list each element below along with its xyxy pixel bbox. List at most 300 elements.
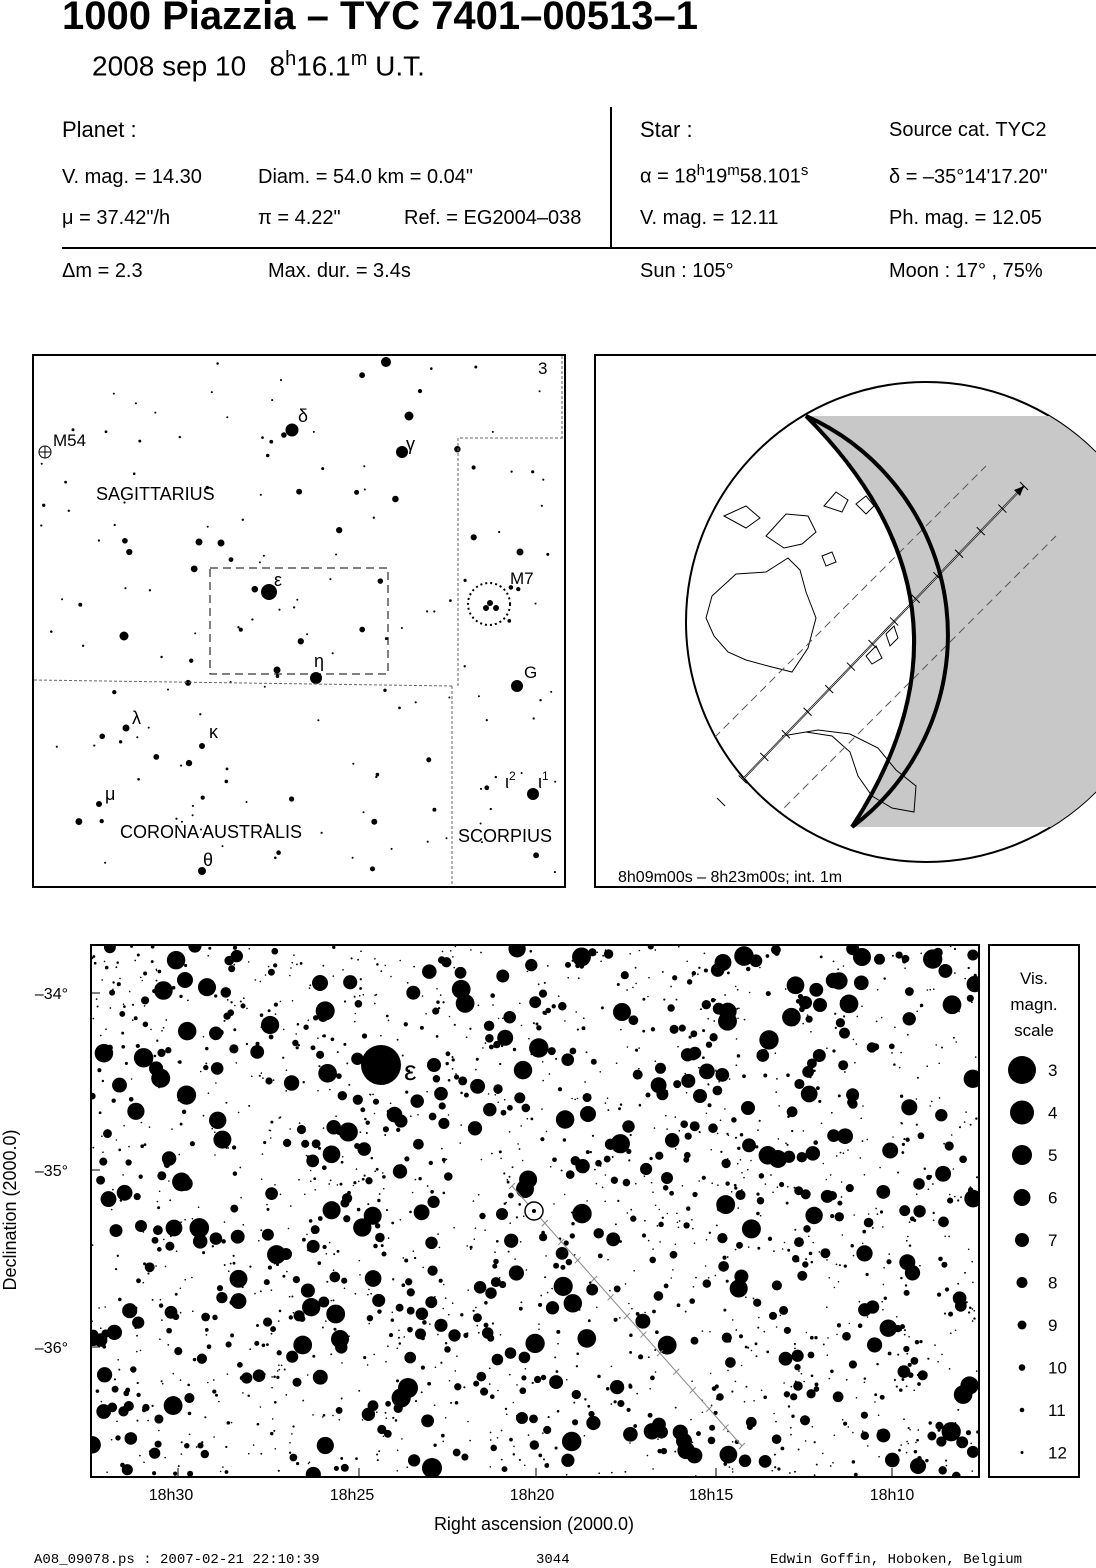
sky-star (135, 402, 137, 404)
field-star (190, 1141, 195, 1146)
bright-field-star (331, 1330, 349, 1348)
field-star (208, 947, 211, 950)
footer-number: 3044 (536, 1552, 570, 1568)
field-star (802, 1066, 814, 1078)
bright-field-star (741, 1101, 755, 1115)
field-star (604, 1200, 606, 1202)
sky-star (260, 494, 262, 496)
field-star (906, 1385, 908, 1387)
field-star (440, 994, 442, 996)
field-star (759, 967, 761, 969)
field-star (530, 950, 533, 953)
field-star (652, 1191, 654, 1193)
field-star (374, 1113, 376, 1115)
field-star (257, 1423, 260, 1426)
field-star (638, 1068, 640, 1070)
field-star (849, 1360, 857, 1368)
field-star (473, 1381, 479, 1387)
field-star (333, 1328, 336, 1331)
field-star (734, 1186, 737, 1189)
field-star (434, 1296, 436, 1298)
field-star (366, 1132, 368, 1134)
detail-area-box (210, 568, 388, 674)
sky-star (541, 505, 543, 507)
field-star (266, 1343, 269, 1346)
field-star (826, 1259, 828, 1261)
sky-star (480, 822, 482, 824)
field-star (297, 1125, 306, 1134)
field-star (552, 1157, 557, 1162)
field-star (331, 1037, 335, 1041)
field-star (546, 1301, 559, 1314)
field-star (322, 1327, 324, 1329)
field-star (760, 1199, 762, 1201)
field-star (439, 1102, 446, 1109)
field-star (681, 1074, 695, 1088)
ra-h-unit: h (696, 162, 705, 179)
field-star (842, 1234, 844, 1236)
info-divider-horizontal (62, 247, 1096, 249)
field-star (144, 1005, 146, 1007)
field-star (877, 989, 879, 991)
field-star (520, 1241, 522, 1243)
field-star (497, 1102, 499, 1104)
field-star (289, 1315, 293, 1319)
field-star (734, 1184, 737, 1187)
field-star (612, 1156, 614, 1158)
field-star (737, 1163, 739, 1165)
field-star (188, 946, 201, 953)
boundary-line (458, 438, 564, 686)
field-star (475, 1227, 477, 1229)
field-star (289, 1442, 291, 1444)
field-star (269, 1035, 274, 1040)
field-star (230, 1001, 232, 1003)
field-star (892, 1136, 894, 1138)
field-star (161, 1380, 163, 1382)
field-star (196, 1446, 198, 1448)
field-star (833, 1391, 844, 1402)
field-star (112, 1078, 127, 1093)
field-star (715, 1070, 717, 1072)
field-star (407, 982, 409, 984)
field-star (861, 1412, 868, 1419)
field-star (474, 1281, 487, 1294)
field-star (918, 1132, 925, 1139)
field-star (404, 1259, 408, 1263)
field-star (277, 1350, 282, 1355)
label-lambda: λ (132, 708, 141, 728)
field-star (877, 1430, 880, 1433)
field-star (155, 1265, 157, 1267)
field-star (716, 1195, 735, 1214)
field-star (165, 1047, 171, 1053)
field-star (332, 946, 335, 949)
field-star (178, 1022, 196, 1040)
field-star (290, 1454, 298, 1462)
field-star (830, 1370, 834, 1374)
field-star (375, 1301, 377, 1303)
field-star (484, 1021, 494, 1031)
field-star (621, 971, 629, 979)
field-star (709, 1425, 715, 1431)
field-star (731, 1117, 737, 1123)
field-star (504, 1099, 506, 1101)
field-star (968, 967, 970, 969)
field-star (169, 1199, 171, 1201)
field-star (793, 1381, 803, 1391)
field-star (170, 1235, 172, 1237)
field-star (790, 1427, 792, 1429)
field-star (706, 1042, 712, 1048)
field-star (501, 1045, 503, 1047)
field-star (430, 1190, 434, 1194)
field-star (362, 1178, 365, 1181)
delta-mag: Δm = 2.3 (62, 260, 143, 282)
field-star (821, 1122, 823, 1124)
field-star (679, 1220, 681, 1222)
field-star (797, 1271, 807, 1281)
sky-star (64, 481, 67, 484)
field-star (737, 1207, 739, 1209)
field-star (376, 1168, 379, 1171)
field-star (545, 1008, 551, 1014)
sky-star (201, 795, 205, 799)
field-star (949, 1194, 951, 1196)
field-star (759, 1120, 761, 1122)
field-star (427, 1265, 437, 1275)
sky-star (41, 463, 43, 465)
field-star (442, 1308, 444, 1310)
field-star (556, 1330, 560, 1334)
field-star (218, 1401, 220, 1403)
field-star (547, 1292, 549, 1294)
field-star (877, 1213, 879, 1215)
field-star (867, 1337, 882, 1352)
field-star (894, 1379, 896, 1381)
field-star (610, 1380, 624, 1394)
field-star (745, 1346, 748, 1349)
field-star (685, 1133, 692, 1140)
field-star (538, 1328, 540, 1330)
field-star (713, 1003, 725, 1015)
field-star (311, 1225, 320, 1234)
field-star (636, 1393, 638, 1395)
field-star (787, 976, 805, 994)
field-star (814, 1441, 816, 1443)
field-star (213, 1379, 215, 1381)
field-star (760, 1215, 762, 1217)
field-star (214, 1154, 216, 1156)
field-star (538, 983, 540, 985)
field-star (106, 1471, 108, 1473)
field-star (397, 1470, 399, 1472)
field-star (455, 1073, 457, 1075)
field-star (371, 1413, 373, 1415)
field-star (668, 1140, 675, 1147)
sky-star (329, 578, 331, 580)
sky-star (554, 781, 556, 783)
field-star (900, 1324, 905, 1329)
field-star (658, 1222, 664, 1228)
field-star (735, 1137, 737, 1139)
field-star (539, 990, 547, 998)
legend-magnitude: 12 (1048, 1443, 1067, 1463)
field-star (422, 1320, 427, 1325)
field-star (392, 1278, 394, 1280)
m54-symbol (39, 446, 51, 458)
field-star (368, 1400, 379, 1411)
sky-star (180, 765, 182, 767)
field-star (274, 1401, 277, 1404)
field-star (333, 1269, 335, 1271)
field-star (335, 1115, 337, 1117)
field-star (803, 1225, 810, 1232)
field-star (808, 1236, 810, 1238)
field-star (375, 1208, 377, 1210)
field-star (927, 1358, 929, 1360)
field-star (284, 1075, 299, 1090)
event-hour: 8 (269, 50, 286, 82)
field-star (449, 1380, 451, 1382)
field-star (520, 1125, 522, 1127)
field-star (856, 1397, 858, 1399)
field-star (398, 1109, 400, 1111)
field-star (268, 969, 275, 976)
field-star (466, 1245, 468, 1247)
field-star (657, 1225, 659, 1227)
field-star (826, 1047, 828, 1049)
field-star (779, 1182, 784, 1187)
field-star (260, 1406, 262, 1408)
field-star (846, 1379, 848, 1381)
field-star (441, 1434, 445, 1438)
field-star (836, 1334, 838, 1336)
field-star (337, 1250, 340, 1253)
field-star (601, 1006, 604, 1009)
field-star (882, 1226, 884, 1228)
field-star (625, 1283, 627, 1285)
field-star (264, 1279, 270, 1285)
field-star (225, 1446, 227, 1448)
field-star (687, 1448, 703, 1464)
field-star (160, 1299, 162, 1301)
field-star (317, 1037, 319, 1039)
ytick-label: –36° (34, 1340, 68, 1357)
field-star (167, 951, 185, 969)
field-star (757, 1327, 759, 1329)
legend-items (1008, 1056, 1067, 1463)
field-star (526, 1269, 528, 1271)
field-star (663, 999, 665, 1001)
field-star (878, 1456, 880, 1458)
field-star (592, 1135, 594, 1137)
field-star (697, 973, 699, 975)
field-star (177, 1085, 196, 1104)
sky-star (354, 490, 359, 495)
field-star (168, 1180, 170, 1182)
legend-magnitude: 7 (1048, 1231, 1058, 1250)
field-star (413, 1139, 424, 1150)
field-star (161, 1319, 163, 1321)
field-star (586, 1150, 590, 1154)
field-star (789, 1153, 791, 1155)
sky-star (426, 757, 431, 762)
field-star (915, 1442, 917, 1444)
field-star (903, 1418, 905, 1420)
sky-star (391, 848, 393, 850)
field-star (130, 946, 133, 948)
field-star (434, 1087, 448, 1101)
field-star (879, 1167, 881, 1169)
field-star (683, 1157, 689, 1163)
field-star (478, 1332, 480, 1334)
field-star (395, 1419, 398, 1422)
field-star (250, 1045, 264, 1059)
field-star (742, 1138, 756, 1152)
field-star (268, 1266, 272, 1270)
field-star (509, 1374, 511, 1376)
legend-symbol (1014, 1189, 1031, 1206)
field-star (389, 1333, 393, 1337)
legend-magnitude: 6 (1048, 1188, 1058, 1208)
sky-star (264, 686, 266, 688)
field-star (163, 1027, 165, 1029)
field-star (853, 1214, 855, 1216)
field-star (205, 1328, 209, 1332)
field-star (655, 1063, 666, 1074)
field-star (848, 1426, 850, 1428)
field-star (645, 1092, 650, 1097)
field-star (367, 1364, 369, 1366)
field-star (651, 1182, 653, 1184)
field-star (459, 1142, 461, 1144)
field-star (972, 1308, 974, 1310)
field-star (724, 1108, 726, 1110)
field-star (732, 1468, 734, 1470)
field-star (541, 1231, 545, 1235)
field-star (240, 1000, 242, 1002)
field-star (542, 1061, 544, 1063)
field-star (644, 1423, 660, 1439)
legend-symbol (1008, 1056, 1036, 1084)
field-star (699, 1064, 715, 1080)
sky-star (82, 645, 84, 647)
field-star (260, 1453, 262, 1455)
sky-star (175, 818, 177, 820)
field-star (883, 1284, 885, 1286)
field-star (491, 1277, 501, 1287)
field-star (906, 1353, 908, 1355)
field-star (217, 1285, 223, 1291)
field-star (964, 1070, 978, 1088)
field-star (797, 1152, 807, 1162)
field-star (306, 1155, 308, 1157)
field-star (572, 947, 591, 966)
field-star (839, 1264, 841, 1266)
field-star (843, 1015, 845, 1017)
field-star (265, 974, 267, 976)
field-star (313, 1177, 316, 1180)
field-star (489, 1367, 491, 1369)
field-star (467, 1421, 469, 1423)
field-star (356, 1168, 358, 1170)
field-star (455, 1401, 459, 1405)
field-star (413, 1250, 415, 1252)
field-star (309, 987, 311, 989)
field-star (768, 1237, 772, 1241)
field-star (693, 1126, 695, 1128)
field-star (516, 1384, 518, 1386)
field-star (351, 957, 353, 959)
field-star (205, 1047, 208, 1050)
field-star (378, 1450, 380, 1452)
sky-star (533, 717, 535, 719)
field-star (689, 1298, 695, 1304)
field-star (750, 954, 763, 967)
field-star (794, 1229, 796, 1231)
field-star (727, 1370, 729, 1372)
field-star (832, 1049, 835, 1052)
sky-star (359, 372, 365, 378)
star-phmag: Ph. mag. = 12.05 (889, 207, 1042, 229)
field-star (937, 1361, 939, 1363)
sky-star (492, 431, 494, 433)
label-3: 3 (538, 359, 548, 378)
field-star (675, 1116, 677, 1118)
sky-star (99, 733, 105, 739)
field-star (902, 955, 910, 963)
field-star (698, 967, 700, 969)
field-star (387, 1110, 390, 1113)
sky-star (153, 754, 159, 760)
field-star (543, 1458, 545, 1460)
field-star (93, 1018, 95, 1020)
sky-star (194, 632, 196, 634)
field-star (900, 1444, 902, 1446)
field-star (373, 1099, 379, 1105)
field-star (406, 986, 420, 1000)
field-star (885, 1453, 900, 1468)
sky-star (359, 627, 365, 633)
field-star (165, 1266, 167, 1268)
field-star (736, 1008, 738, 1010)
sky-star (454, 446, 460, 452)
field-star (318, 1065, 320, 1067)
field-star (240, 1003, 245, 1008)
field-star (344, 1288, 346, 1290)
field-star (873, 1307, 875, 1309)
field-star (339, 1095, 343, 1099)
sky-star (207, 526, 209, 528)
field-star (157, 1049, 165, 1057)
bright-field-star (613, 1003, 631, 1021)
field-star (818, 1251, 820, 1253)
field-star (208, 1092, 210, 1094)
field-star (823, 1163, 825, 1165)
field-star (844, 1071, 846, 1073)
field-star (286, 1351, 298, 1363)
field-star (129, 1097, 134, 1102)
field-star (360, 1131, 362, 1133)
field-star (708, 1277, 710, 1279)
field-star (763, 1395, 767, 1399)
field-star (248, 1453, 250, 1455)
field-star (154, 1414, 163, 1423)
field-star (334, 1466, 339, 1471)
field-star (840, 1152, 842, 1154)
field-star (759, 1455, 772, 1468)
